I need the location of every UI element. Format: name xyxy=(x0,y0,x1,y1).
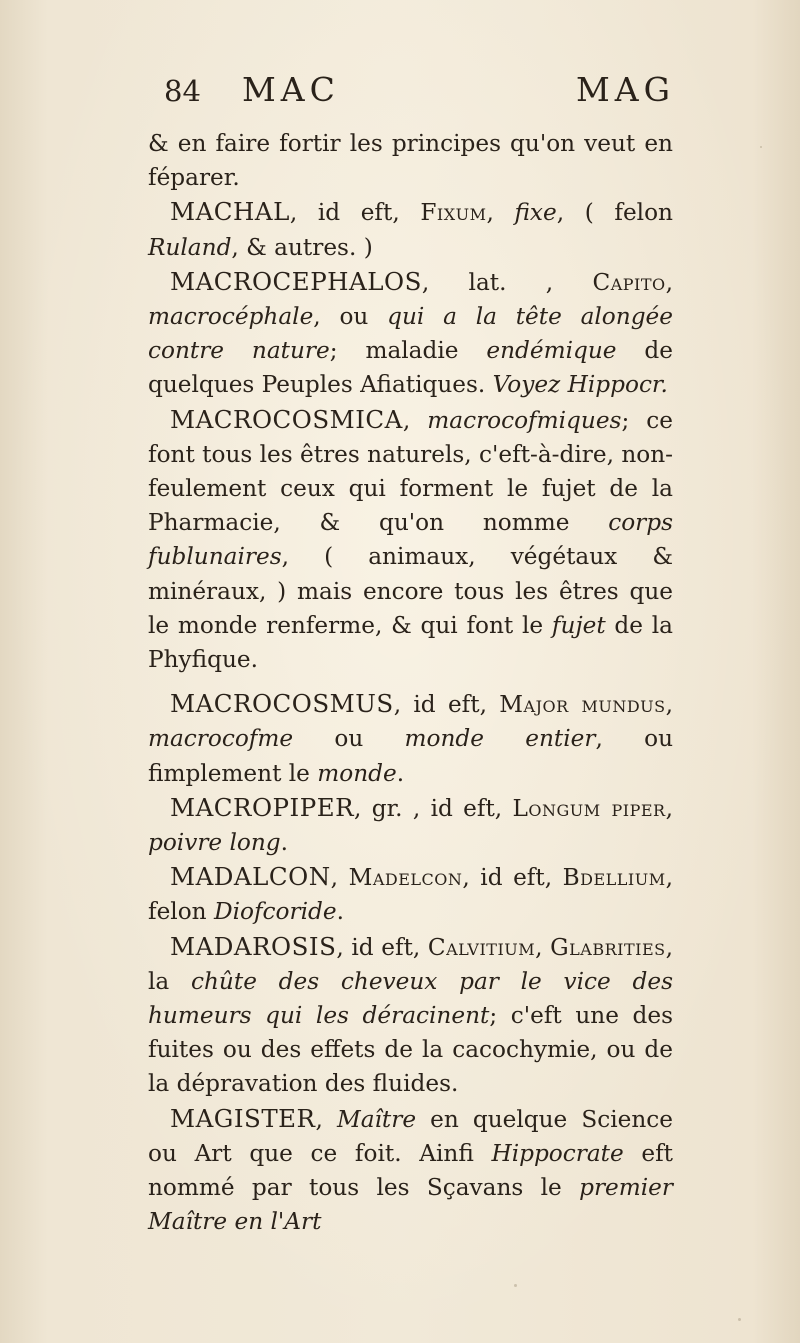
gloss: chûte des cheveux par le vice des humeurs qui les déracinent xyxy=(148,967,673,1030)
latin-term: Fixum xyxy=(420,199,487,227)
french-term: poivre long xyxy=(148,829,281,857)
french-term: monde xyxy=(317,759,397,787)
page-text xyxy=(148,127,673,1240)
latin-term: Glabrities xyxy=(550,933,666,961)
french-term: monde entier xyxy=(404,725,596,753)
entry-macrocephalos: MACROCEPHALOS, lat. , Capito, macrocéphale, ou qui a la tête alongée contre nature; maladie endémique de quelques Peuples Afiatiques. Voyez Hippocr. xyxy=(148,266,674,399)
paper-speck xyxy=(514,1284,517,1287)
headword: MACROPIPER xyxy=(170,792,355,822)
person-name: Hippocrate xyxy=(491,1139,624,1167)
headword: MACROCEPHALOS xyxy=(170,266,422,296)
entry-magister: MAGISTER, Maître en quelque Science ou Art que ce foit. Ainfi Hippocrate eft nommé par tous les Sçavans le premier Maître en l'Art xyxy=(148,1103,673,1236)
variant-term: Madelcon xyxy=(348,864,463,892)
paper-speck xyxy=(760,146,762,148)
see-reference: Voyez xyxy=(492,371,561,399)
latin-term: Calvitium xyxy=(427,933,536,961)
headword: MACROCOSMUS xyxy=(170,689,394,719)
latin-term: Major mundus xyxy=(499,691,666,719)
french-term: fixe xyxy=(514,199,557,227)
header-right-word: MAG xyxy=(576,70,675,109)
latin-term: Capito xyxy=(592,268,666,296)
headword: MADALCON xyxy=(170,862,331,892)
title-phrase: premier Maître en l'Art xyxy=(148,1174,673,1236)
latin-term: Bdellium xyxy=(562,864,666,892)
headword: MADAROSIS xyxy=(170,931,337,961)
author-name: Ruland xyxy=(148,233,232,261)
author-name: Diofcoride xyxy=(214,898,337,926)
reference: Hippocr. xyxy=(567,371,668,399)
latin-term: Longum piper xyxy=(512,794,666,822)
entry-madalcon: MADALCON, Madelcon, id eft, Bdellium, felon Diofcoride. xyxy=(148,862,673,926)
entry-macrocosmica: MACROCOSMICA, macrocofmiques; ce font tous les êtres naturels, c'eft-à-dire, non-feulement ceux qui forment le fujet de la Pharmacie, & qu'on nomme corps fublunaires, ( animaux, végétaux & minéraux, ) mais encore tous les êtres que le monde renferme, & qui font le fujet de la Phyfique. xyxy=(148,404,674,674)
continuation-paragraph: & en faire fortir les principes qu'on veut en féparer. xyxy=(148,130,673,192)
gloss: qui a la tête alongée contre nature xyxy=(148,303,673,365)
entry-macrocosmus: MACROCOSMUS, id eft, Major mundus, macrocofme ou monde entier, ou fimplement le monde. xyxy=(148,689,674,787)
entry-madarosis: MADAROSIS, id eft, Calvitium, Glabrities, la chûte des cheveux par le vice des humeurs qui les déracinent; c'eft une des fuites ou des effets de la cacochymie, ou de la dépravation des fluides. xyxy=(148,931,673,1098)
french-term: Maître xyxy=(336,1105,417,1133)
endemic-term: endémique xyxy=(486,337,617,365)
french-term: macrocofme xyxy=(148,725,294,753)
header-left-word: MAC xyxy=(242,70,340,109)
headword: MAGISTER xyxy=(170,1103,316,1133)
headword: MACROCOSMICA xyxy=(170,404,403,434)
entry-macropiper: MACROPIPER, gr. , id eft, Longum piper, poivre long. xyxy=(148,792,673,857)
page-number: 84 xyxy=(164,74,201,108)
term: corps fublunaires xyxy=(148,509,673,571)
french-term: macrocéphale xyxy=(148,303,314,331)
running-header xyxy=(150,68,675,118)
french-term: macrocofmiques xyxy=(427,406,622,434)
entry-machal: MACHAL, id eft, Fixum, fixe, ( felon Ruland, & autres. ) xyxy=(148,197,673,261)
paper-speck xyxy=(738,1318,741,1321)
headword: MACHAL xyxy=(170,197,290,227)
subject-term: fujet xyxy=(551,611,606,639)
